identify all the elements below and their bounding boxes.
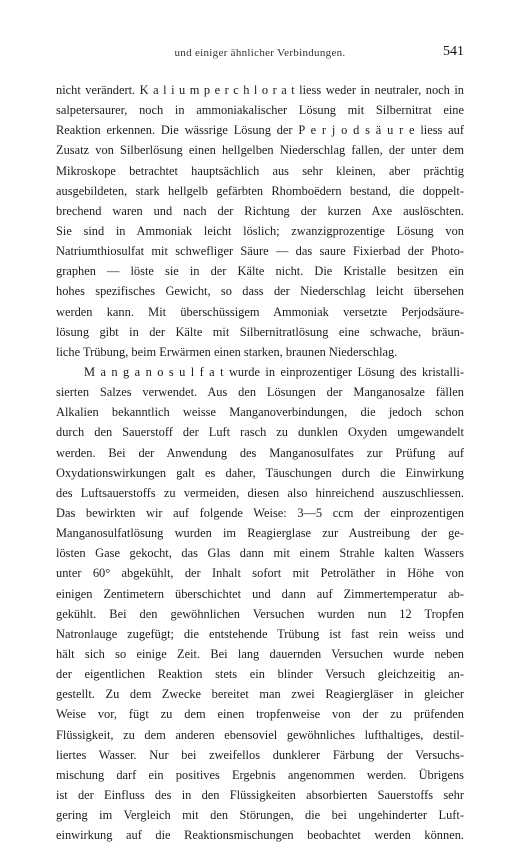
text-line: liche Trübung, beim Erwärmen einen starken, braunen Niederschlag. <box>56 344 398 359</box>
text-line: einigen Zentimetern überschichtet und dann auf Zimmertemperatur ab- <box>56 586 464 601</box>
text-line: einwirkung auf die Reaktionsmischungen beobachtet werden können. <box>56 828 464 843</box>
text-line: Manganosulfatlösung wurden im Reagierglase zur Austreibung der ge- <box>56 526 464 541</box>
text-line: gering im Vergleich mit den Störungen, die bei ungehinderter Luft- <box>56 808 464 823</box>
text-line: des Luftsauerstoffs zu vermeiden, diesen also hinreichend auszuschliessen. <box>56 485 464 500</box>
text-line: Sie sind in Ammoniak leicht löslich; zwanzigprozentige Lösung von <box>56 223 464 238</box>
text-line: mischung darf ein positives Ergebnis angenommen werden. Übrigens <box>56 767 464 782</box>
text-line: brechend waren und nach der Richtung der kurzen Axe auslöschten. <box>56 203 464 218</box>
text-line: Natronlauge zugefügt; die entstehende Trübung ist fast rein weiss und <box>56 626 464 641</box>
text-line: Alkalien bekanntlich weisse Manganoverbindungen, die jedoch schon <box>56 405 464 420</box>
text-line: Oxydationswirkungen galt es daher, Täuschungen durch die Einwirkung <box>56 465 464 480</box>
text-line: Reaktion erkennen. Die wässrige Lösung der P e r j o d s ä u r e liess auf <box>56 123 464 138</box>
page-header <box>56 44 464 66</box>
text-line: ausgebildeten, stark hellgelb gefärbten Rhomboëdern bestand, die doppelt- <box>56 183 464 198</box>
text-line: Flüssigkeit, zu dem anderen ebensoviel gewöhnliches lufthaltiges, destil- <box>56 727 464 742</box>
text-line: hohes spezifisches Gewicht, so dass der Niederschlag leicht übersehen <box>56 284 464 299</box>
text-line: gekühlt. Bei den gewöhnlichen Versuchen wurden nun 12 Tropfen <box>56 606 464 621</box>
text-line: ist der Einfluss des in den Flüssigkeiten absorbierten Sauerstoffs sehr <box>56 787 464 802</box>
text-line: Zusatz von Silberlösung einen hellgelben Niederschlag fallen, der unter dem <box>56 143 464 158</box>
text-line: graphen — löste sie in der Kälte nicht. Die Kristalle besitzen ein <box>56 264 464 279</box>
text-line: lösung gibt in der Kälte mit Silbernitratlösung eine schwache, bräun- <box>56 324 464 339</box>
page-number: 541 <box>443 44 464 59</box>
text-line: sierten Salzes verwendet. Aus den Lösungen der Manganosalze fällen <box>56 385 464 400</box>
text-line: unter 60° abgekühlt, der Inhalt sofort mit Petroläther in Höhe von <box>56 566 464 581</box>
body-text <box>56 80 464 845</box>
text-line: salpetersaurer, noch in ammoniakalischer Lösung mit Silbernitrat eine <box>56 103 464 118</box>
text-line: durch den Sauerstoff der Luft rasch zu dunklen Oxyden umgewandelt <box>56 425 464 440</box>
text-line: Mikroskope betrachtet hauptsächlich aus sehr kleinen, aber prächtig <box>56 163 464 178</box>
text-line: der eigentlichen Reaktion stets ein blinder Versuch gleichzeitig an- <box>56 667 464 682</box>
text-line: Weise vor, fügt zu dem einen tropfenweise von der zu prüfenden <box>56 707 464 722</box>
text-line: gestellt. Zu dem Zwecke bereitet man zwei Reagiergläser in gleicher <box>56 687 464 702</box>
text-line: Das bewirkten wir auf folgende Weise: 3—5 ccm der einprozentigen <box>56 505 464 520</box>
text-line: nicht verändert. K a l i u m p e r c h l o r a t liess weder in neutraler, noch in <box>56 83 464 97</box>
text-line: liertes Wasser. Nur bei zweifellos dunklerer Färbung der Versuchs- <box>56 747 464 762</box>
text-line: Natriumthiosulfat mit schwefliger Säure — das saure Fixierbad der Photo- <box>56 244 464 259</box>
text-line: lösten Gase gekocht, das Glas dann mit einem Strahle kalten Wassers <box>56 546 464 561</box>
running-title: und einiger ähnlicher Verbindungen. <box>174 47 346 59</box>
text-line: M a n g a n o s u l f a t wurde in einprozentiger Lösung des kristalli- <box>84 364 464 379</box>
text-line: werden kann. Mit überschüssigem Ammoniak versetzte Perjodsäure- <box>56 304 464 319</box>
text-line: werden. Bei der Anwendung des Manganosulfates zur Prüfung auf <box>56 445 464 460</box>
text-line: hält sich so einige Zeit. Bei lang dauernden Versuchen wurde neben <box>56 646 464 661</box>
